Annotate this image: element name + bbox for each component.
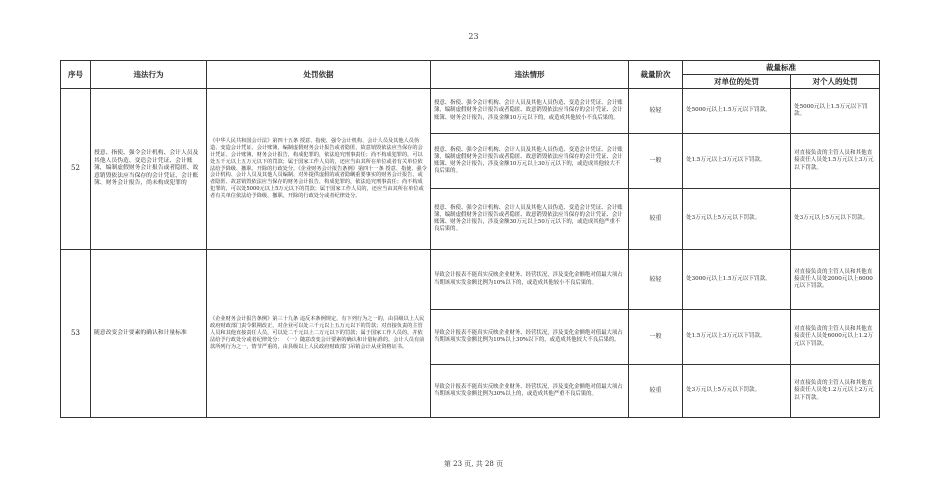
header-basis: 处罚依据 (207, 61, 431, 89)
page-footer: 第 23 页, 共 28 页 (443, 460, 504, 468)
row-act: 随意改变会计要素的确认和计量标准 (91, 250, 207, 418)
header-circumstance: 违法情形 (431, 61, 629, 89)
row-unit-penalty: 处3万元以上5万元以下罚款。 (683, 365, 791, 418)
row-seq: 53 (61, 250, 91, 418)
row-level: 较重 (629, 365, 683, 418)
header-person: 对个人的处罚 (791, 75, 880, 89)
table-row (61, 250, 880, 310)
header-standard: 裁量标准 (683, 61, 880, 75)
row-circumstance: 导致会计报表不能真实反映企业财务、经营状况，涉及变化金额绝对值最大项占当期该项实发金额比例为30%以上的，或造成其他严重不良后果的。 (431, 365, 629, 418)
row-person-penalty: 对直接负责的主管人员和其他直接责任人员处1.5万元以上3万元以下罚款。 (791, 134, 880, 189)
row-person-penalty: 对直接负责的主管人员和其他直接责任人员处2000元以上6000元以下罚款。 (791, 250, 880, 310)
row-level: 较轻 (629, 250, 683, 310)
row-unit-penalty: 处3000元以上1.5万元以下罚款。 (683, 250, 791, 310)
row-circumstance: 导致会计报表不能真实反映企业财务、经营状况，涉及变化金额绝对值最大项占当期该项实发金额比例为10%以上30%以下的，或造成其他较大不良后果的。 (431, 310, 629, 365)
row-basis: 《中华人民共和国会计法》第四十五条 授意、指使、强令会计机构、会计人员及其他人员伪造、变造会计凭证、会计账簿，编制虚假财务会计报告或者隐匿、故意销毁依法应当保存的会计凭证、会计账簿、财务会计报告，构成犯罪的，依法追究刑事责任；尚不构成犯罪的，可以处五千元以上五万元以下的罚款；属于国家工作人员的，还应当由其所在单位或者有关单位依法给予降级、撤职、开除的行政处分。《企业财务会计报告条例》第四十一条 授意、指使、强令会计机构、会计人员及其他人员编制、对外提供虚假的或者隐瞒重要事实的财务会计报告，或者隐匿、故意销毁依法应当保存的财务会计报告，构成犯罪的，依法追究刑事责任；尚不构成犯罪的，可以处5000元以上5万元以下的罚款；属于国家工作人员的，还应当由其所在单位或者有关单位依法给予降级、撤职、开除的行政处分或者纪律处分。 (207, 89, 431, 250)
penalty-table (60, 60, 880, 418)
row-basis: 《企业财务会计报告条例》第三十九条 违反本条例规定，有下列行为之一的，由县级以上人民政府财政部门责令限期改正，对企业可以处三千元以上五万元以下的罚款；对直接负责的主管人员和其他直接责任人员，可以处二千元以上二万元以下的罚款；属于国家工作人员的，并依法给予行政处分或者纪律处分： （一）随意改变会计要素的确认和计量标准的。会计人员有前款所列行为之一，情节严重的，由县级以上人民政府财政部门吊销会计从业资格证书。 (207, 250, 431, 418)
row-level: 一般 (629, 310, 683, 365)
row-circumstance: 导致会计报表不能真实反映企业财务、经营状况，涉及变化金额绝对值最大项占当期该项实发金额比例为10%以下的，或造成其他较小不良后果的。 (431, 250, 629, 310)
row-person-penalty: 对直接负责的主管人员和其他直接责任人员处6000元以上1.2万元以下罚款。 (791, 310, 880, 365)
header-unit: 对单位的处罚 (683, 75, 791, 89)
row-circumstance: 授意、指使、强令会计机构、会计人员及其他人员伪造、变造会计凭证、会计账簿，编制虚假财务会计报告或者隐匿、故意销毁依法应当保存的会计凭证、会计账簿、财务会计报告，涉及金额10万元以上30万元以下的，或造成其他较大不良后果的。 (431, 134, 629, 189)
row-level: 较轻 (629, 89, 683, 134)
row-unit-penalty: 处1.5万元以上3万元以下罚款。 (683, 310, 791, 365)
row-unit-penalty: 处1.5万元以上3万元以下罚款。 (683, 134, 791, 189)
row-seq: 52 (61, 89, 91, 250)
header-level: 裁量阶次 (629, 61, 683, 89)
row-person-penalty: 处5000元以上1.5万元以下罚款。 (791, 89, 880, 134)
row-person-penalty: 处3万元以上5万元以下罚款。 (791, 189, 880, 250)
row-level: 较重 (629, 189, 683, 250)
row-act: 授意、指使、强令会计机构、会计人员及其他人员伪造、变造会计凭证、会计账簿，编制虚假财务会计报告或者隐匿、故意销毁依法应当保存的会计凭证、会计账簿、财务会计报告，尚未构成犯罪的 (91, 89, 207, 250)
header-seq: 序号 (61, 61, 91, 89)
row-level: 一般 (629, 134, 683, 189)
page-top-number: 23 (468, 32, 479, 41)
table-row (61, 89, 880, 134)
row-unit-penalty: 处3万元以上5万元以下罚款。 (683, 189, 791, 250)
row-circumstance: 授意、指使、强令会计机构、会计人员及其他人员伪造、变造会计凭证、会计账簿，编制虚假财务会计报告或者隐匿、故意销毁依法应当保存的会计凭证、会计账簿、财务会计报告，涉及金额30万元以上50万元以下的，或造成其他严重不良后果的。 (431, 189, 629, 250)
row-circumstance: 授意、指使、强令会计机构、会计人员及其他人员伪造、变造会计凭证、会计账簿，编制虚假财务会计报告或者隐匿、故意销毁依法应当保存的会计凭证、会计账簿、财务会计报告，涉及金额10万元以下的，或造成其他较小不良后果的。 (431, 89, 629, 134)
row-person-penalty: 对直接负责的主管人员和其他直接责任人员处1.2万元以上2万元以下罚款。 (791, 365, 880, 418)
header-act: 违法行为 (91, 61, 207, 89)
row-unit-penalty: 处5000元以上1.5万元以下罚款。 (683, 89, 791, 134)
